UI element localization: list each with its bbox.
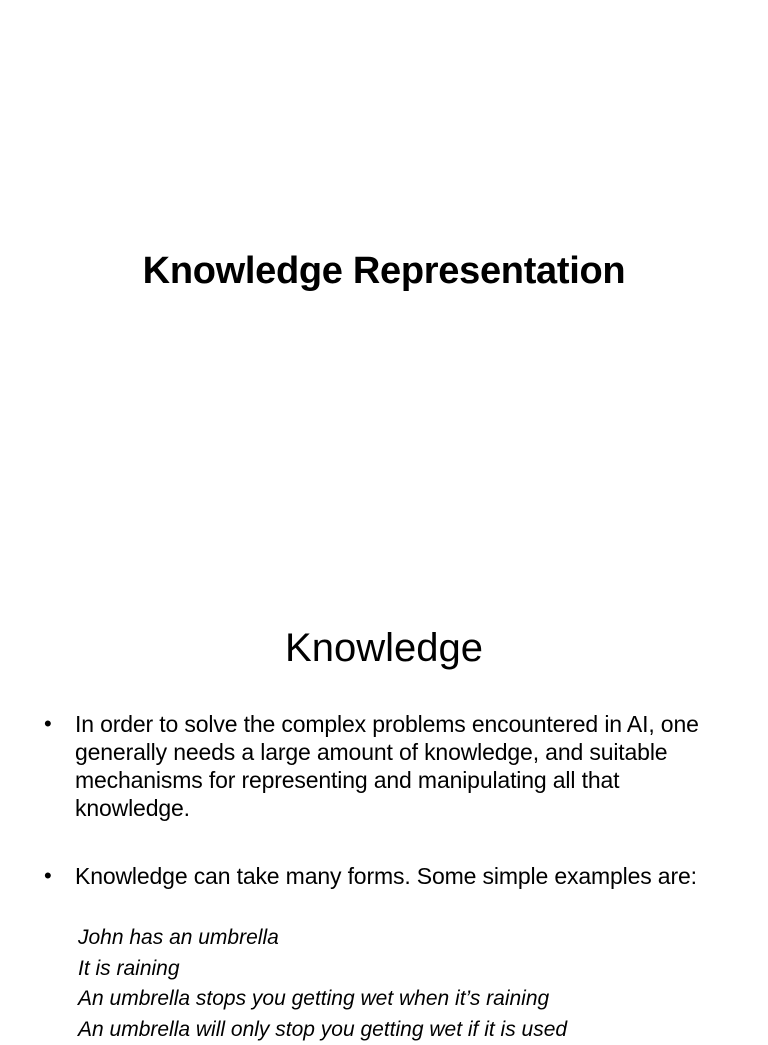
bullet-icon: • <box>44 710 75 738</box>
example-line: John has an umbrella <box>78 923 758 954</box>
example-line: It is raining <box>78 954 758 985</box>
bullet-item <box>44 710 734 822</box>
slide-title: Knowledge Representation <box>0 245 768 297</box>
bullet-text: Knowledge can take many forms. Some simple examples are: <box>75 862 697 890</box>
bullet-icon: • <box>44 862 75 890</box>
example-list <box>78 923 758 1045</box>
example-line: An umbrella will only stop you getting wet if it is used <box>78 1015 758 1045</box>
example-line: An umbrella stops you getting wet when it’s raining <box>78 984 758 1015</box>
bullet-text: In order to solve the complex problems encountered in AI, one generally needs a large amount of knowledge, and suitable mechanisms for representing and manipulating all that knowledge. <box>75 710 734 822</box>
bullet-item <box>44 862 734 890</box>
slide-heading: Knowledge <box>0 622 768 674</box>
content-slide <box>0 576 768 1024</box>
